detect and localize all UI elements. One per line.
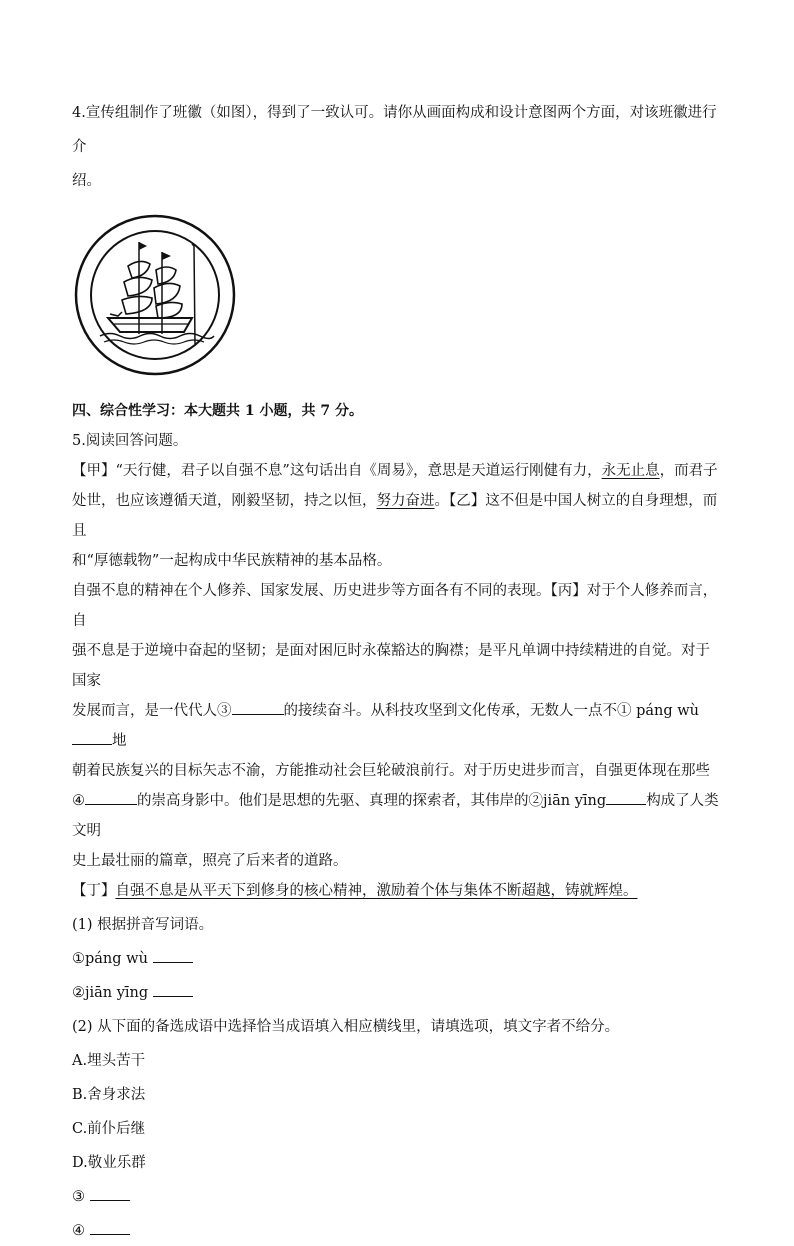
answer-line-2: ②jiān yīng bbox=[72, 978, 724, 1008]
underlined-phrase-2: 努力奋进 bbox=[376, 493, 435, 509]
answer-blank-4[interactable] bbox=[90, 1218, 130, 1235]
passage-ding: 【丁】自强不息是从平天下到修身的核心精神，激励着个体与集体不断超越，铸就辉煌。 bbox=[72, 883, 638, 899]
question-4-line-2: 绍。 bbox=[72, 173, 101, 189]
underlined-sentence: 自强不息是从平天下到修身的核心精神，激励着个体与集体不断超越，铸就辉煌。 bbox=[115, 883, 638, 899]
passage-jia: 【甲】“天行健，君子以自强不息”这句话出自《周易》，意思是天道运行刚健有力，永无止息，而君子 处世，也应该遵循天道，刚毅坚韧，持之以恒，努力奋进。【乙】这不但是中国人树立的自身理想，而且 和“厚德载物”一起构成中华民族精神的基本品格。 bbox=[72, 463, 718, 569]
exam-page bbox=[72, 96, 724, 1246]
answer-blank-3[interactable] bbox=[90, 1184, 130, 1201]
blank-1[interactable] bbox=[72, 728, 112, 745]
underlined-phrase-1: 永无止息 bbox=[601, 463, 660, 479]
class-emblem-image bbox=[74, 214, 236, 376]
question-4 bbox=[72, 96, 724, 198]
section-heading: 四、综合性学习：本大题共 1 小题，共 7 分。 bbox=[72, 403, 363, 419]
answer-line-4: ④ bbox=[72, 1216, 724, 1246]
blank-3[interactable] bbox=[232, 698, 284, 715]
answer-line-3: ③ bbox=[72, 1182, 724, 1212]
answer-blank-1[interactable] bbox=[153, 946, 193, 963]
option-b: B.舍身求法 bbox=[72, 1087, 146, 1103]
question-5-title: 5.阅读回答问题。 bbox=[72, 433, 188, 449]
sub-question-2-title: (2) 从下面的备选成语中选择恰当成语填入相应横线里，请填选项，填文字者不给分。 bbox=[72, 1019, 620, 1035]
option-d: D.敬业乐群 bbox=[72, 1155, 146, 1171]
passage-paragraph-2: 自强不息的精神在个人修养、国家发展、历史进步等方面各有不同的表现。【丙】对于个人修养而言，自 强不息是于逆境中奋起的坚韧；是面对困厄时永葆豁达的胸襟；是平凡单调中持续精进的自觉。对于国家 发展而言，是一代代人③ 的接续奋斗。从科技攻坚到文化传承，无数人一点不① páng wù地 朝着民族复兴的目标矢志不渝，方能推动社会巨轮破浪前行。对于历史进步而言，自强更体现在那些 ④ 的崇高身影中。他们是思想的先驱、真理的探索者，其伟岸的②jiān yīng 构成了人类文明 史上最壮丽的篇章，照亮了后来者的道路。 bbox=[72, 583, 719, 869]
question-4-line-1: 4.宣传组制作了班徽（如图），得到了一致认可。请你从画面构成和设计意图两个方面，对该班徽进行介 bbox=[72, 105, 717, 155]
option-c: C.前仆后继 bbox=[72, 1121, 146, 1137]
blank-4[interactable] bbox=[85, 788, 137, 805]
answer-blank-2[interactable] bbox=[153, 980, 193, 997]
sub-question-1-title: (1) 根据拼音写词语。 bbox=[72, 917, 214, 933]
option-a: A.埋头苦干 bbox=[72, 1053, 146, 1069]
answer-line-1: ①páng wù bbox=[72, 944, 724, 974]
blank-2[interactable] bbox=[606, 788, 646, 805]
